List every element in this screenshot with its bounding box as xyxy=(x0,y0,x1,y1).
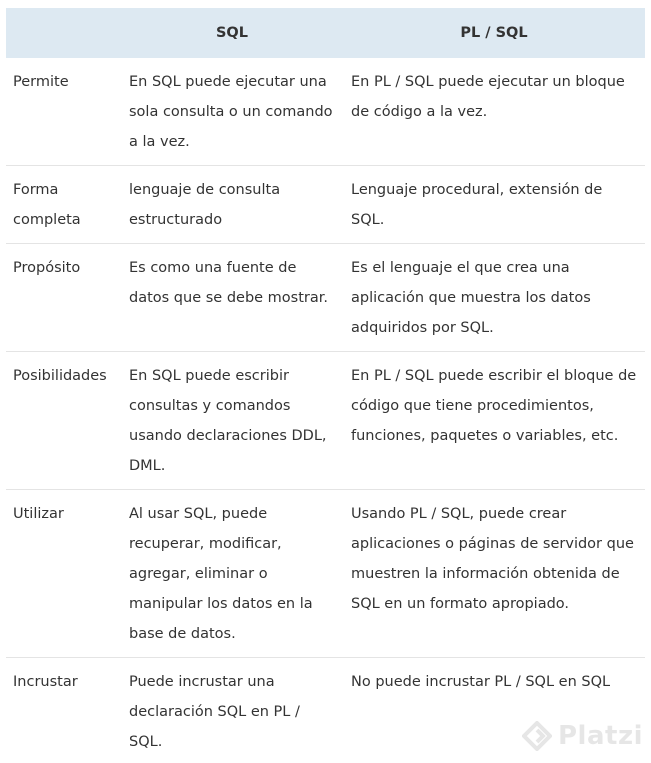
comparison-table xyxy=(6,8,645,763)
sql-cell: lenguaje de consulta estructurado xyxy=(121,166,343,244)
header-empty-cell xyxy=(6,8,121,58)
table-row xyxy=(6,244,645,352)
plsql-cell: No puede incrustar PL / SQL en SQL xyxy=(343,658,645,763)
row-label: Posibilidades xyxy=(6,352,121,490)
row-label: Permite xyxy=(6,58,121,166)
watermark-text: Platzi xyxy=(558,721,643,751)
sql-cell: Puede incrustar una declaración SQL en PL / SQL. xyxy=(121,658,343,763)
table-body xyxy=(6,58,645,763)
row-label: Incrustar xyxy=(6,658,121,763)
row-label: Forma completa xyxy=(6,166,121,244)
plsql-cell: Es el lenguaje el que crea una aplicación que muestra los datos adquiridos por SQL. xyxy=(343,244,645,352)
sql-cell: En SQL puede escribir consultas y comandos usando declaraciones DDL, DML. xyxy=(121,352,343,490)
table-row xyxy=(6,490,645,658)
table-row xyxy=(6,58,645,166)
plsql-cell: Usando PL / SQL, puede crear aplicaciones o páginas de servidor que muestren la información obtenida de SQL en un formato apropiado. xyxy=(343,490,645,658)
sql-cell: En SQL puede ejecutar una sola consulta o un comando a la vez. xyxy=(121,58,343,166)
plsql-cell: Lenguaje procedural, extensión de SQL. xyxy=(343,166,645,244)
table-row xyxy=(6,658,645,763)
header-row xyxy=(6,8,645,58)
row-label: Propósito xyxy=(6,244,121,352)
comparison-table-container xyxy=(6,8,645,763)
sql-cell: Es como una fuente de datos que se debe mostrar. xyxy=(121,244,343,352)
table-row xyxy=(6,352,645,490)
plsql-cell: En PL / SQL puede ejecutar un bloque de código a la vez. xyxy=(343,58,645,166)
header-plsql: PL / SQL xyxy=(343,8,645,58)
plsql-cell: En PL / SQL puede escribir el bloque de código que tiene procedimientos, funciones, paquetes o variables, etc. xyxy=(343,352,645,490)
sql-cell: Al usar SQL, puede recuperar, modificar, agregar, eliminar o manipular los datos en la base de datos. xyxy=(121,490,343,658)
table-row xyxy=(6,166,645,244)
header-sql: SQL xyxy=(121,8,343,58)
row-label: Utilizar xyxy=(6,490,121,658)
table-header xyxy=(6,8,645,58)
